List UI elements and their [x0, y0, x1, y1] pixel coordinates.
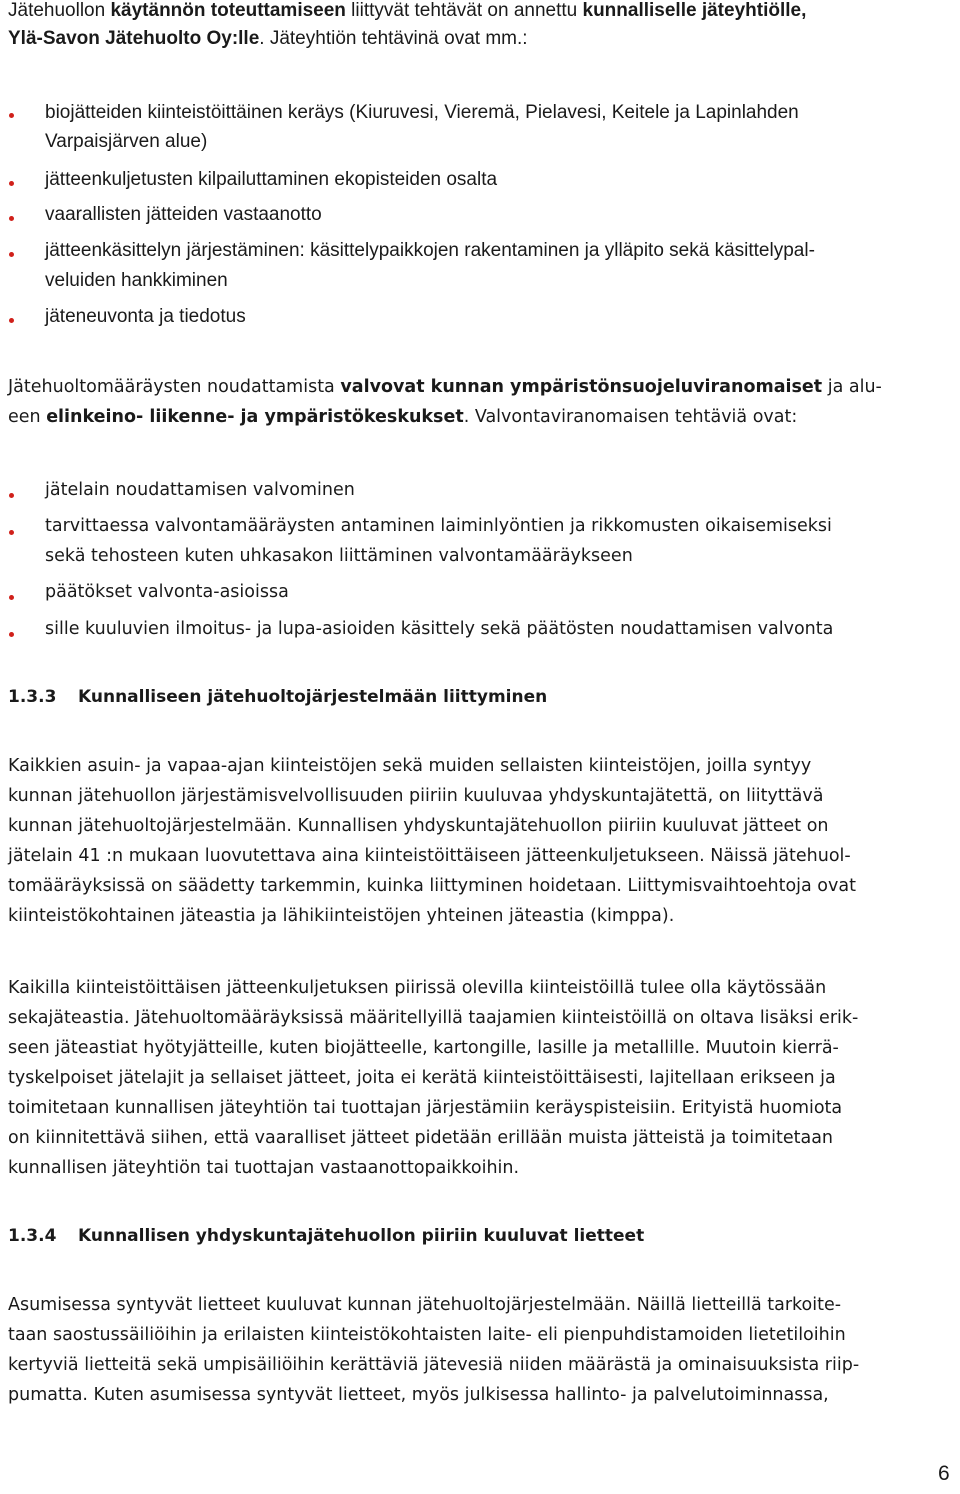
bullet-icon [9, 216, 14, 221]
intro-line-2: Ylä-Savon Jätehuolto Oy:lle. Jäteyhtiön tehtävinä ovat mm.: [8, 28, 528, 49]
bullet-icon [9, 530, 14, 535]
supervision-line-2: een elinkeino- liikenne- ja ympäristökeskukset. Valvontaviranomaisen tehtäviä ovat: [8, 407, 798, 427]
bullet-icon [9, 181, 14, 186]
bullet-icon [9, 595, 14, 600]
supervision-line-1: Jätehuoltomääräysten noudattamista valvovat kunnan ympäristönsuojeluviranomaiset ja alu- [8, 377, 882, 397]
bullet-icon [9, 318, 14, 323]
section-title: Kunnallisen yhdyskuntajätehuollon piiriin kuuluvat lietteet [78, 1226, 645, 1246]
section-number: 1.3.3 [8, 687, 57, 707]
bullet-icon [9, 493, 14, 498]
bullet-icon [9, 632, 14, 637]
bullet-icon [9, 252, 14, 257]
document-page: Jätehuollon käytännön toteuttamiseen liittyvät tehtävät on annettu kunnalliselle jäteyhtiölle, Ylä-Savon Jätehuolto Oy:lle. Jäteyhtiön tehtävinä ovat mm.: biojätteiden kiinteistöittäinen keräys (Kiuruvesi, Vieremä, Pielavesi, Keitele ja Lapinlahden Varpaisjärven alue) jätteenkuljetusten kilpailuttaminen ekopisteiden osalta vaarallisten jätteiden vastaanotto jätteenkäsittelyn järjestäminen: käsittelypaikkojen rakentaminen ja ylläpito sekä käsittelypal- veluiden hankkiminen jäteneuvonta ja tiedotus Jätehuoltomääräysten noudattamista valvovat kunnan ympäristönsuojeluviranomaiset ja alu- een elinkeino- liikenne- ja ympäristökeskukset. Valvontaviranomaisen tehtäviä ovat: jätelain noudattamisen valvominen tarvittaessa valvontamääräysten antaminen laiminlyöntien ja rikkomusten oikaisemiseksi sekä tehosteen kuten uhkasakon liittäminen valvontamääräykseen päätökset valvonta-asioissa sille kuuluvien ilmoitus- ja lupa-asioiden käsittely sekä päätösten noudattamisen valvonta 1.3.3 Kunnalliseen jätehuoltojärjestelmään liittyminen Kaikkien asuin- ja vapaa-ajan kiinteistöjen sekä muiden sellaisten kiinteistöjen, joilla syntyy kunnan jätehuollon järjestämisvelvollisuuden piiriin kuuluvaa yhdyskuntajätettä, on liityttävä kunnan jätehuoltojärjestelmään. Kunnallisen yhdyskuntajätehuollon piiriin kuuluvat jätteet on jätelain 41 :n mukaan luovutettava aina kiinteistöittäiseen jätteenkuljetukseen. Näissä jätehuol- tomääräyksissä on säädetty tarkemmin, kuinka liittyminen hoidetaan. Liittymisvaihtoehtoja ovat kiinteistökohtainen jäteastia ja lähikiinteistöjen yhteinen jäteastia (kimppa). Kaikilla kiinteistöittäisen jätteenkuljetuksen piirissä olevilla kiinteistöillä tulee olla käytössään sekajäteastia. Jätehuoltomääräyksissä määritellyillä taajamien kiinteistöillä on oltava lisäksi erik- seen jäteastiat hyötyjätteille, kuten biojätteelle, kartongille, lasille ja metallille. Muutoin kierrä- tyskelpoiset jätelajit ja sellaiset jätteet, joita ei kerätä kiinteistöittäisesti, lajitellaan erikseen ja toimitetaan kunnallisen jäteyhtiön tai tuottajan järjestämiin keräyspisteisiin. Erityistä huomiota on kiinnitettävä siihen, että vaaralliset jätteet pidetään erillään muista jätteistä ja toimitetaan kunnallisen jäteyhtiön tai tuottajan vastaanottopaikkoihin. 1.3.4 Kunnallisen yhdyskuntajätehuollon piiriin kuuluvat lietteet Asumisessa syntyvät lietteet kuuluvat kunnan jätehuoltojärjestelmään. Näillä lietteillä tarkoite- taan saostussäiliöihin ja erilaisten kiinteistökohtaisten laite- eli pienpuhdistamoiden lietetiloihin kertyviä lietteitä sekä umpisäiliöihin kerättäviä jätevesiä niiden määrästä ja ominaisuuksista riip- pumatta. Kuten asumisessa syntyvät lietteet, myös julkisessa hallinto- ja palvelutoiminnassa, 6 [8, 0, 950, 1485]
intro-line-1: Jätehuollon käytännön toteuttamiseen liittyvät tehtävät on annettu kunnalliselle jäteyhtiölle, [8, 0, 807, 21]
page-number: 6 [938, 1462, 950, 1485]
section-number: 1.3.4 [8, 1226, 57, 1246]
section-title: Kunnalliseen jätehuoltojärjestelmään liittyminen [78, 687, 548, 707]
bullet-icon [9, 113, 14, 118]
